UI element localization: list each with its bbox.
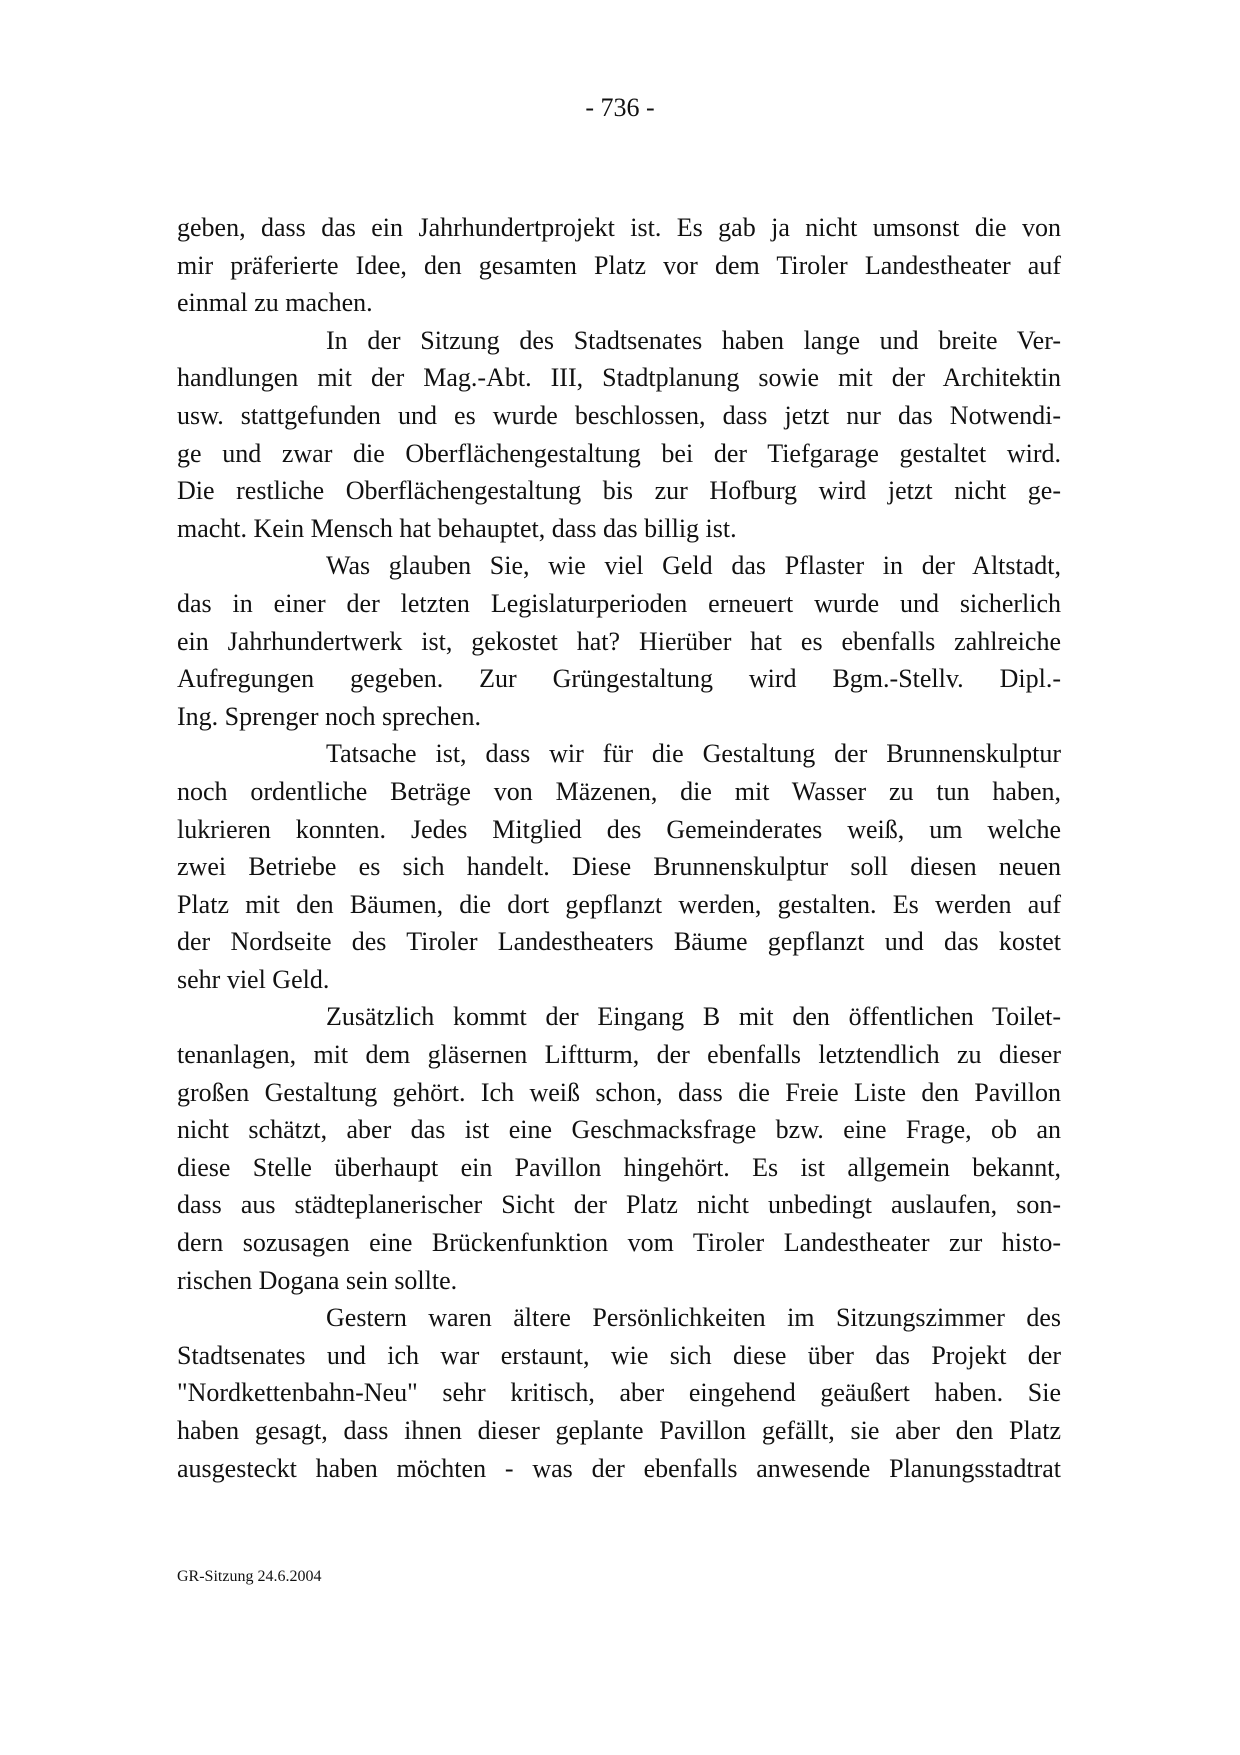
text-line: dern sozusagen eine Brückenfunktion vom Tiroler Landestheater zur histo- xyxy=(177,1228,1061,1258)
text-line: Zusätzlich kommt der Eingang B mit den öffentlichen Toilet- xyxy=(326,1002,1061,1032)
text-line: usw. stattgefunden und es wurde beschlossen, dass jetzt nur das Notwendi- xyxy=(177,400,1061,430)
text-line: Tatsache ist, dass wir für die Gestaltung der Brunnenskulptur xyxy=(326,739,1061,769)
text-line: ge und zwar die Oberflächengestaltung bei der Tiefgarage gestaltet wird. xyxy=(177,438,1061,468)
text-line: das in einer der letzten Legislaturperioden erneuert wurde und sicherlich xyxy=(177,588,1061,618)
text-line: Ing. Sprenger noch sprechen. xyxy=(177,701,481,731)
text-line: diese Stelle überhaupt ein Pavillon hingehört. Es ist allgemein bekannt, xyxy=(177,1152,1061,1182)
text-line: geben, dass das ein Jahrhundertprojekt ist. Es gab ja nicht umsonst die von xyxy=(177,213,1061,242)
text-line: noch ordentliche Beträge von Mäzenen, die mit Wasser zu tun haben, xyxy=(177,776,1061,806)
text-line: Platz mit den Bäumen, die dort gepflanzt werden, gestalten. Es werden auf xyxy=(177,889,1061,919)
text-line: "Nordkettenbahn-Neu" sehr kritisch, aber eingehend geäußert haben. Sie xyxy=(177,1378,1061,1408)
text-line: Stadtsenates und ich war erstaunt, wie sich diese über das Projekt der xyxy=(177,1340,1061,1370)
paragraph xyxy=(177,322,1061,548)
text-line: ein Jahrhundertwerk ist, gekostet hat? Hierüber hat es ebenfalls zahlreiche xyxy=(177,626,1061,656)
paragraph xyxy=(177,547,1061,735)
text-line: sehr viel Geld. xyxy=(177,964,330,994)
paragraph xyxy=(177,735,1061,998)
paragraph xyxy=(177,998,1061,1299)
text-line: Aufregungen gegeben. Zur Grüngestaltung wird Bgm.-Stellv. Dipl.- xyxy=(177,664,1061,694)
text-line: rischen Dogana sein sollte. xyxy=(177,1265,458,1295)
text-line: Gestern waren ältere Persönlichkeiten im Sitzungszimmer des xyxy=(326,1303,1061,1333)
text-line: großen Gestaltung gehört. Ich weiß schon, dass die Freie Liste den Pavillon xyxy=(177,1077,1061,1107)
text-line: macht. Kein Mensch hat behauptet, dass das billig ist. xyxy=(177,513,737,543)
text-line: zwei Betriebe es sich handelt. Diese Brunnenskulptur soll diesen neuen xyxy=(177,852,1061,882)
text-line: lukrieren konnten. Jedes Mitglied des Gemeinderates weiß, um welche xyxy=(177,814,1061,844)
text-line: einmal zu machen. xyxy=(177,288,373,318)
footer-session-date: GR-Sitzung 24.6.2004 xyxy=(177,1568,322,1585)
text-line: handlungen mit der Mag.-Abt. III, Stadtplanung sowie mit der Architektin xyxy=(177,363,1061,393)
text-line: nicht schätzt, aber das ist eine Geschmacksfrage bzw. eine Frage, ob an xyxy=(177,1115,1061,1145)
paragraph xyxy=(177,1299,1061,1487)
text-line: Die restliche Oberflächengestaltung bis zur Hofburg wird jetzt nicht ge- xyxy=(177,476,1061,506)
text-line: dass aus städteplanerischer Sicht der Platz nicht unbedingt auslaufen, son- xyxy=(177,1190,1061,1220)
document-body xyxy=(177,209,1061,1487)
page-number: - 736 - xyxy=(585,93,655,122)
text-line: In der Sitzung des Stadtsenates haben lange und breite Ver- xyxy=(326,325,1061,355)
text-line: tenanlagen, mit dem gläsernen Liftturm, der ebenfalls letztendlich zu dieser xyxy=(177,1040,1061,1070)
text-line: ausgesteckt haben möchten - was der ebenfalls anwesende Planungsstadtrat xyxy=(177,1453,1061,1483)
paragraph xyxy=(177,209,1061,322)
text-line: der Nordseite des Tiroler Landestheaters Bäume gepflanzt und das kostet xyxy=(177,927,1061,957)
text-line: haben gesagt, dass ihnen dieser geplante Pavillon gefällt, sie aber den Platz xyxy=(177,1416,1061,1445)
text-line: mir präferierte Idee, den gesamten Platz vor dem Tiroler Landestheater auf xyxy=(177,250,1061,280)
text-line: Was glauben Sie, wie viel Geld das Pflaster in der Altstadt, xyxy=(326,551,1061,581)
